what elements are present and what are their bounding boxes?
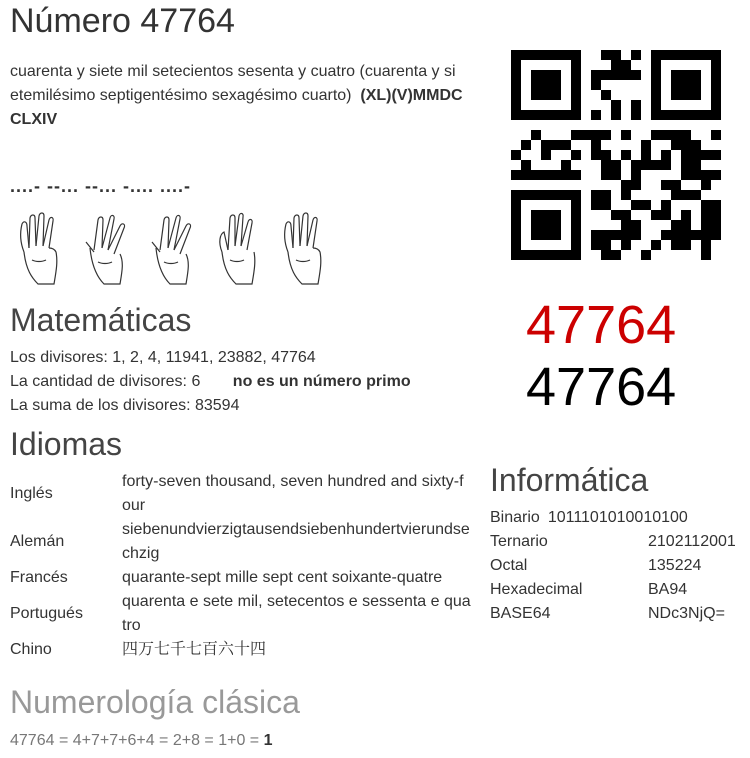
list-item — [490, 506, 748, 530]
qr-code-icon — [511, 50, 721, 260]
language-value: quarenta e sete mil, setecentos e sessenta e quatro — [122, 593, 471, 634]
math-section — [10, 346, 490, 418]
list-item — [490, 578, 748, 602]
info-value: BA94 — [648, 581, 688, 598]
hand-7-icon — [146, 212, 198, 288]
language-name: Alemán — [10, 533, 65, 550]
language-value: 四万七千七百六十四 — [122, 641, 267, 658]
table-row — [10, 518, 472, 566]
info-label: Octal — [490, 557, 528, 574]
language-name: Inglés — [10, 485, 53, 502]
language-name: Chino — [10, 641, 52, 658]
hand-7-icon — [80, 212, 132, 288]
math-heading: Matemáticas — [10, 302, 192, 338]
info-label: Ternario — [490, 533, 548, 550]
info-label: Binario — [490, 509, 540, 526]
language-name: Portugués — [10, 605, 83, 622]
language-value: forty-seven thousand, seven hundred and sixty-four — [122, 473, 464, 514]
table-row — [10, 566, 472, 590]
roman-numeral: (XL)(V)MMDC CLXIV — [10, 87, 463, 128]
sign-language-hands — [14, 212, 330, 288]
table-row — [10, 470, 472, 518]
divisor-count-row — [10, 370, 490, 394]
info-label: Hexadecimal — [490, 581, 583, 598]
info-value: 2102112001 — [648, 533, 736, 550]
list-item — [490, 530, 748, 554]
numerology-line — [10, 732, 272, 750]
informatics-heading: Informática — [490, 462, 649, 498]
hand-4-icon — [278, 212, 330, 288]
number-in-words — [10, 60, 480, 132]
hand-6-icon — [212, 212, 264, 288]
table-row — [10, 590, 472, 638]
language-value: siebenundvierzigtausendsiebenhundertvierundsechzig — [122, 521, 470, 562]
language-name: Francés — [10, 569, 68, 586]
languages-table — [10, 470, 472, 662]
page-title: Número 47764 — [10, 2, 235, 40]
info-label: BASE64 — [490, 605, 551, 622]
words-text: cuarenta y siete mil setecientos sesenta y cuatro (cuarenta y si etemilésimo septigentésimo sexagésimo cuarto) — [10, 63, 456, 104]
number-black: 47764 — [526, 357, 677, 417]
info-value: 135224 — [648, 557, 702, 574]
list-item — [490, 554, 748, 578]
info-value: NDc3NjQ= — [648, 605, 725, 622]
list-item — [490, 602, 748, 626]
numerology-result: 1 — [263, 732, 273, 749]
info-value: 1011101010010100 — [547, 509, 688, 526]
numerology-heading: Numerología clásica — [10, 684, 300, 720]
language-value: quarante-sept mille sept cent soixante-quatre — [122, 569, 443, 586]
numerology-sum: 47764 = 4+7+7+6+4 = 2+8 = 1+0 = — [10, 732, 264, 749]
divisors: Los divisores: 1, 2, 4, 11941, 23882, 47764 — [10, 349, 316, 366]
table-row — [10, 638, 472, 662]
morse-code: ....- --... --... -.... ....- — [10, 176, 191, 196]
prime-status: no es un número primo — [232, 373, 411, 390]
informatics-list — [490, 506, 748, 626]
divisor-count: La cantidad de divisores: 6 — [10, 373, 201, 390]
divisor-sum: La suma de los divisores: 83594 — [10, 397, 240, 414]
languages-heading: Idiomas — [10, 426, 123, 462]
hand-4-icon — [14, 212, 66, 288]
number-red: 47764 — [526, 295, 677, 355]
